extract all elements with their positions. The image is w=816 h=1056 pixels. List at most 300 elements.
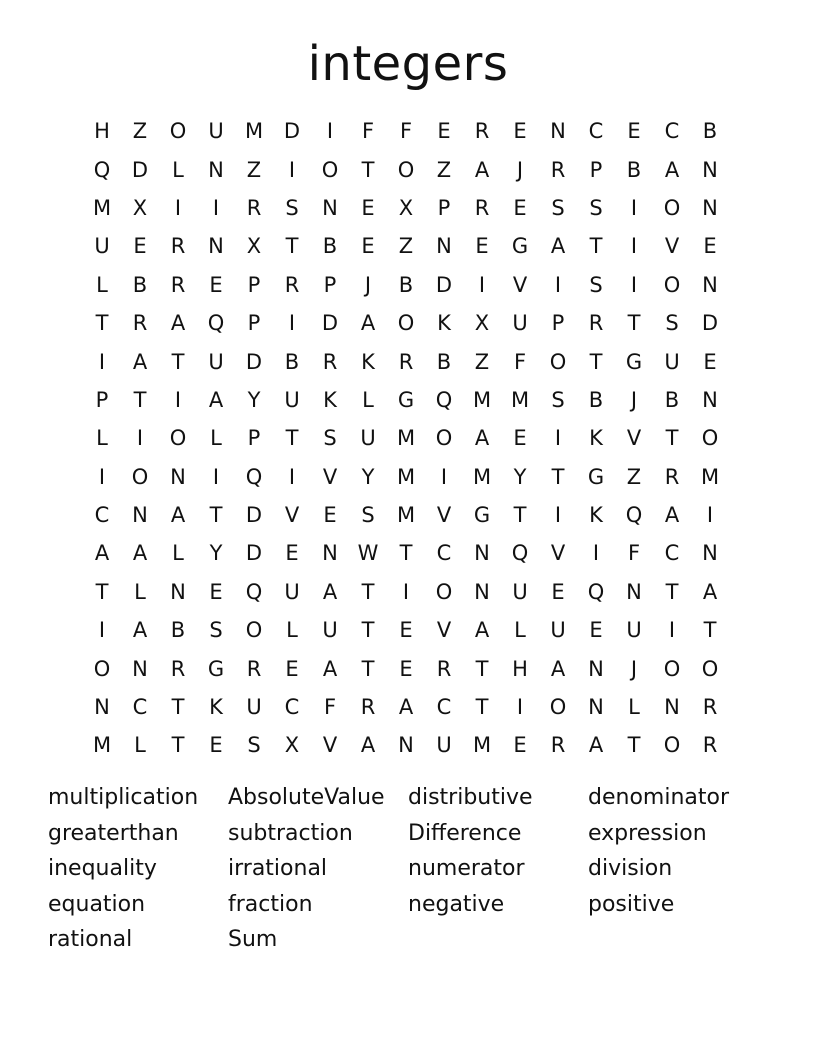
grid-letter: U (436, 733, 452, 758)
grid-letter: E (209, 733, 223, 758)
grid-letter: O (435, 579, 453, 604)
grid-letter: R (322, 349, 338, 374)
grid-letter: N (94, 695, 110, 720)
grid-letter: Z (132, 119, 148, 144)
grid-letter: M (244, 119, 264, 144)
grid-letter: O (397, 311, 415, 336)
grid-letter: V (322, 733, 338, 758)
grid-letter: Q (511, 541, 529, 566)
grid-letter: K (589, 503, 603, 528)
grid-letter: T (285, 426, 299, 451)
grid-letter: H (512, 656, 528, 681)
grid-letter: T (589, 234, 603, 259)
grid-letter: F (627, 541, 641, 566)
grid-letter: T (95, 579, 109, 604)
grid-letter: E (361, 234, 375, 259)
word-list-item: distributive (408, 785, 533, 810)
grid-letter: R (360, 695, 376, 720)
grid-letter: N (132, 656, 148, 681)
grid-letter: N (132, 503, 148, 528)
grid-letter: R (132, 311, 148, 336)
grid-letter: X (284, 733, 300, 758)
word-list-item: Sum (228, 927, 278, 953)
grid-letter: M (472, 387, 492, 412)
grid-letter: G (587, 464, 605, 489)
grid-letter: E (513, 119, 527, 144)
grid-letter: U (208, 349, 224, 374)
grid-letter: E (209, 272, 223, 297)
grid-letter: Y (247, 387, 261, 412)
grid-letter: P (247, 272, 261, 297)
grid-letter: N (208, 157, 224, 182)
grid-letter: V (550, 541, 566, 566)
grid-letter: U (664, 349, 680, 374)
word-list-item: division (588, 856, 673, 882)
grid-letter: G (473, 503, 491, 528)
grid-letter: R (170, 234, 186, 259)
grid-letter: S (551, 195, 565, 220)
grid-letter: I (668, 618, 676, 643)
grid-letter: G (511, 234, 529, 259)
grid-letter: C (664, 541, 680, 566)
grid-letter: O (397, 157, 415, 182)
grid-letter: N (170, 579, 186, 604)
grid-letter: I (554, 272, 562, 297)
word-list-item: AbsoluteValue (228, 785, 385, 810)
grid-letter: P (551, 311, 565, 336)
grid-letter: P (437, 195, 451, 220)
grid-letter: Y (361, 464, 375, 489)
grid-letter: R (246, 656, 262, 681)
grid-letter: N (474, 541, 490, 566)
grid-letter: A (208, 387, 224, 412)
grid-letter: R (246, 195, 262, 220)
grid-letter: V (322, 464, 338, 489)
grid-letter: I (516, 695, 524, 720)
grid-letter: Q (435, 387, 453, 412)
grid-letter: T (399, 541, 413, 566)
grid-letter: L (96, 272, 108, 297)
grid-letter: L (96, 426, 108, 451)
grid-letter: Z (398, 234, 414, 259)
grid-letter: T (475, 695, 489, 720)
grid-letter: N (626, 579, 642, 604)
grid-letter: L (134, 579, 146, 604)
grid-letter: T (171, 733, 185, 758)
grid-letter: N (398, 733, 414, 758)
grid-letter: N (550, 119, 566, 144)
grid-letter: E (589, 618, 603, 643)
grid-letter: L (286, 618, 298, 643)
grid-letter: L (134, 733, 146, 758)
grid-letter: Y (209, 541, 223, 566)
grid-letter: R (398, 349, 414, 374)
grid-letter: S (323, 426, 337, 451)
grid-letter: C (436, 541, 452, 566)
grid-letter: T (361, 618, 375, 643)
grid-letter: E (703, 234, 717, 259)
word-list-item: numerator (408, 856, 525, 882)
grid-letter: I (98, 349, 106, 374)
grid-letter: S (361, 503, 375, 528)
grid-letter: T (95, 311, 109, 336)
grid-letter: B (702, 119, 718, 144)
grid-letter: N (702, 195, 718, 220)
grid-letter: B (322, 234, 338, 259)
grid-letter: U (284, 387, 300, 412)
grid-letter: A (474, 618, 490, 643)
grid-letter: P (247, 311, 261, 336)
grid-letter: V (512, 272, 528, 297)
grid-letter: T (171, 349, 185, 374)
grid-letter: E (361, 195, 375, 220)
grid-letter: U (360, 426, 376, 451)
grid-letter: A (132, 618, 148, 643)
grid-letter: E (323, 503, 337, 528)
grid-letter: T (285, 234, 299, 259)
word-list (48, 780, 768, 958)
grid-letter: I (326, 119, 334, 144)
grid-letter: M (700, 464, 720, 489)
grid-letter: H (94, 119, 110, 144)
grid-letter: A (94, 541, 110, 566)
grid-letter: B (170, 618, 186, 643)
grid-letter: Q (587, 579, 605, 604)
grid-letter: M (92, 733, 112, 758)
grid-letter: E (513, 426, 527, 451)
grid-letter: R (474, 119, 490, 144)
grid-letter: M (472, 464, 492, 489)
grid-letter: E (437, 119, 451, 144)
grid-letter: I (98, 464, 106, 489)
word-list-item: Difference (408, 820, 522, 846)
grid-letter: E (551, 579, 565, 604)
grid-letter: X (132, 195, 148, 220)
grid-letter: N (170, 464, 186, 489)
grid-letter: R (588, 311, 604, 336)
grid-letter: Z (436, 157, 452, 182)
grid-letter: X (246, 234, 262, 259)
grid-letter: E (475, 234, 489, 259)
grid-letter: L (362, 387, 374, 412)
grid-letter: I (630, 234, 638, 259)
grid-letter: E (627, 119, 641, 144)
grid-letter: I (440, 464, 448, 489)
grid-letter: D (321, 311, 339, 336)
grid-letter: M (92, 195, 112, 220)
grid-letter: V (626, 426, 642, 451)
grid-letter: S (247, 733, 261, 758)
grid-letter: K (361, 349, 375, 374)
grid-letter: B (436, 349, 452, 374)
grid-letter: A (398, 695, 414, 720)
grid-letter: O (663, 272, 681, 297)
grid-letter: N (322, 195, 338, 220)
grid-letter: K (437, 311, 451, 336)
grid-letter: A (550, 656, 566, 681)
word-list-item: expression (588, 820, 707, 846)
grid-letter: T (627, 311, 641, 336)
grid-letter: V (284, 503, 300, 528)
grid-letter: J (516, 157, 524, 182)
grid-letter: U (322, 618, 338, 643)
grid-letter: A (132, 349, 148, 374)
grid-letter: N (702, 157, 718, 182)
grid-letter: R (170, 656, 186, 681)
grid-letter: O (435, 426, 453, 451)
grid-letter: U (208, 119, 224, 144)
grid-letter: A (170, 311, 186, 336)
grid-letter: S (665, 311, 679, 336)
grid-letter: R (664, 464, 680, 489)
grid-letter: U (512, 579, 528, 604)
grid-letter: A (360, 311, 376, 336)
grid-letter: Q (245, 464, 263, 489)
grid-letter: I (174, 387, 182, 412)
grid-letter: I (174, 195, 182, 220)
grid-letter: I (212, 195, 220, 220)
grid-letter: L (210, 426, 222, 451)
page-title: integers (307, 36, 509, 92)
word-list-item: multiplication (48, 785, 199, 810)
grid-letter: O (701, 426, 719, 451)
grid-letter: E (399, 618, 413, 643)
grid-letter: I (288, 157, 296, 182)
grid-letter: N (702, 387, 718, 412)
grid-letter: V (664, 234, 680, 259)
grid-letter: O (169, 119, 187, 144)
grid-letter: T (475, 656, 489, 681)
grid-letter: B (626, 157, 642, 182)
grid-letter: M (396, 464, 416, 489)
grid-letter: G (397, 387, 415, 412)
grid-letter: R (436, 656, 452, 681)
grid-letter: I (288, 311, 296, 336)
grid-letter: T (589, 349, 603, 374)
grid-letter: X (398, 195, 414, 220)
grid-letter: L (514, 618, 526, 643)
word-list-item: equation (48, 891, 146, 917)
word-list-item: subtraction (228, 820, 353, 846)
word-list-item: greaterthan (48, 820, 179, 846)
grid-letter: O (245, 618, 263, 643)
grid-letter: N (588, 656, 604, 681)
grid-letter: G (207, 656, 225, 681)
grid-letter: M (396, 426, 416, 451)
grid-letter: S (209, 618, 223, 643)
grid-letter: K (323, 387, 337, 412)
grid-letter: R (702, 733, 718, 758)
grid-letter: N (436, 234, 452, 259)
grid-letter: T (361, 579, 375, 604)
grid-letter: F (513, 349, 527, 374)
grid-letter: V (436, 618, 452, 643)
grid-letter: T (703, 618, 717, 643)
grid-letter: T (551, 464, 565, 489)
grid-letter: E (513, 733, 527, 758)
grid-letter: K (589, 426, 603, 451)
grid-letter: T (665, 426, 679, 451)
grid-letter: N (588, 695, 604, 720)
grid-letter: A (474, 426, 490, 451)
grid-letter: D (245, 503, 263, 528)
grid-letter: Q (207, 311, 225, 336)
grid-letter: R (170, 272, 186, 297)
grid-letter: A (588, 733, 604, 758)
grid-letter: U (284, 579, 300, 604)
grid-letter: E (703, 349, 717, 374)
grid-letter: B (664, 387, 680, 412)
grid-letter: E (513, 195, 527, 220)
grid-letter: M (396, 503, 416, 528)
grid-letter: O (663, 656, 681, 681)
grid-letter: Q (93, 157, 111, 182)
grid-letter: T (209, 503, 223, 528)
grid-letter: E (209, 579, 223, 604)
grid-letter: M (472, 733, 492, 758)
grid-letter: A (474, 157, 490, 182)
word-list-item: fraction (228, 891, 313, 917)
grid-letter: V (436, 503, 452, 528)
grid-letter: F (399, 119, 413, 144)
word-list-item: negative (408, 891, 505, 917)
grid-letter: Q (245, 579, 263, 604)
grid-letter: I (630, 272, 638, 297)
grid-letter: L (172, 541, 184, 566)
grid-letter: D (131, 157, 149, 182)
grid-letter: N (702, 272, 718, 297)
grid-letter: O (663, 195, 681, 220)
grid-letter: I (706, 503, 714, 528)
grid-letter: R (474, 195, 490, 220)
grid-letter: A (550, 234, 566, 259)
grid-letter: B (588, 387, 604, 412)
grid-letter: P (95, 387, 109, 412)
grid-letter: S (589, 272, 603, 297)
word-list-item: rational (48, 927, 133, 953)
grid-letter: L (628, 695, 640, 720)
grid-letter: D (701, 311, 719, 336)
grid-letter: N (322, 541, 338, 566)
grid-letter: S (551, 387, 565, 412)
grid-letter: O (169, 426, 187, 451)
grid-letter: T (627, 733, 641, 758)
grid-letter: N (702, 541, 718, 566)
grid-letter: A (664, 157, 680, 182)
grid-letter: S (589, 195, 603, 220)
grid-letter: T (361, 656, 375, 681)
grid-letter: O (663, 733, 681, 758)
grid-letter: T (171, 695, 185, 720)
grid-letter: C (436, 695, 452, 720)
grid-letter: U (550, 618, 566, 643)
grid-letter: E (285, 656, 299, 681)
grid-letter: I (288, 464, 296, 489)
grid-letter: C (664, 119, 680, 144)
grid-letter: A (702, 579, 718, 604)
grid-letter: I (554, 503, 562, 528)
grid-letter: Q (625, 503, 643, 528)
grid-letter: J (630, 656, 638, 681)
grid-letter: D (245, 541, 263, 566)
grid-letter: D (435, 272, 453, 297)
grid-letter: N (208, 234, 224, 259)
grid-letter: I (478, 272, 486, 297)
grid-letter: B (132, 272, 148, 297)
grid-letter: P (589, 157, 603, 182)
grid-letter: F (323, 695, 337, 720)
grid-letter: O (131, 464, 149, 489)
grid-letter: A (322, 656, 338, 681)
letter-grid (83, 112, 729, 765)
grid-letter: U (626, 618, 642, 643)
grid-letter: I (402, 579, 410, 604)
grid-letter: T (361, 157, 375, 182)
grid-letter: I (554, 426, 562, 451)
grid-letter: E (133, 234, 147, 259)
word-list-item: irrational (228, 856, 328, 882)
grid-letter: N (664, 695, 680, 720)
grid-letter: T (133, 387, 147, 412)
grid-letter: L (172, 157, 184, 182)
grid-letter: C (94, 503, 110, 528)
grid-letter: D (245, 349, 263, 374)
grid-letter: P (247, 426, 261, 451)
grid-letter: J (364, 272, 372, 297)
word-list-item: denominator (588, 785, 730, 810)
grid-letter: I (592, 541, 600, 566)
grid-letter: R (550, 733, 566, 758)
grid-letter: A (322, 579, 338, 604)
grid-letter: B (284, 349, 300, 374)
grid-letter: U (246, 695, 262, 720)
grid-letter: C (588, 119, 604, 144)
grid-letter: R (284, 272, 300, 297)
grid-letter: M (510, 387, 530, 412)
grid-letter: U (512, 311, 528, 336)
grid-letter: I (98, 618, 106, 643)
grid-letter: G (625, 349, 643, 374)
grid-letter: Z (246, 157, 262, 182)
word-list-item: positive (588, 891, 675, 917)
grid-letter: J (630, 387, 638, 412)
grid-letter: O (93, 656, 111, 681)
grid-letter: U (94, 234, 110, 259)
grid-letter: Z (474, 349, 490, 374)
grid-letter: O (549, 349, 567, 374)
grid-letter: T (513, 503, 527, 528)
grid-letter: B (398, 272, 414, 297)
grid-letter: O (701, 656, 719, 681)
grid-letter: E (399, 656, 413, 681)
word-list-item: inequality (48, 856, 157, 882)
grid-letter: D (283, 119, 301, 144)
grid-letter: X (474, 311, 490, 336)
grid-letter: Y (513, 464, 527, 489)
grid-letter: K (209, 695, 223, 720)
grid-letter: O (321, 157, 339, 182)
grid-letter: I (630, 195, 638, 220)
grid-letter: I (212, 464, 220, 489)
grid-letter: F (361, 119, 375, 144)
grid-letter: W (357, 541, 379, 566)
grid-letter: T (665, 579, 679, 604)
grid-letter: A (360, 733, 376, 758)
grid-letter: C (132, 695, 148, 720)
grid-letter: A (132, 541, 148, 566)
grid-letter: P (323, 272, 337, 297)
grid-letter: A (170, 503, 186, 528)
